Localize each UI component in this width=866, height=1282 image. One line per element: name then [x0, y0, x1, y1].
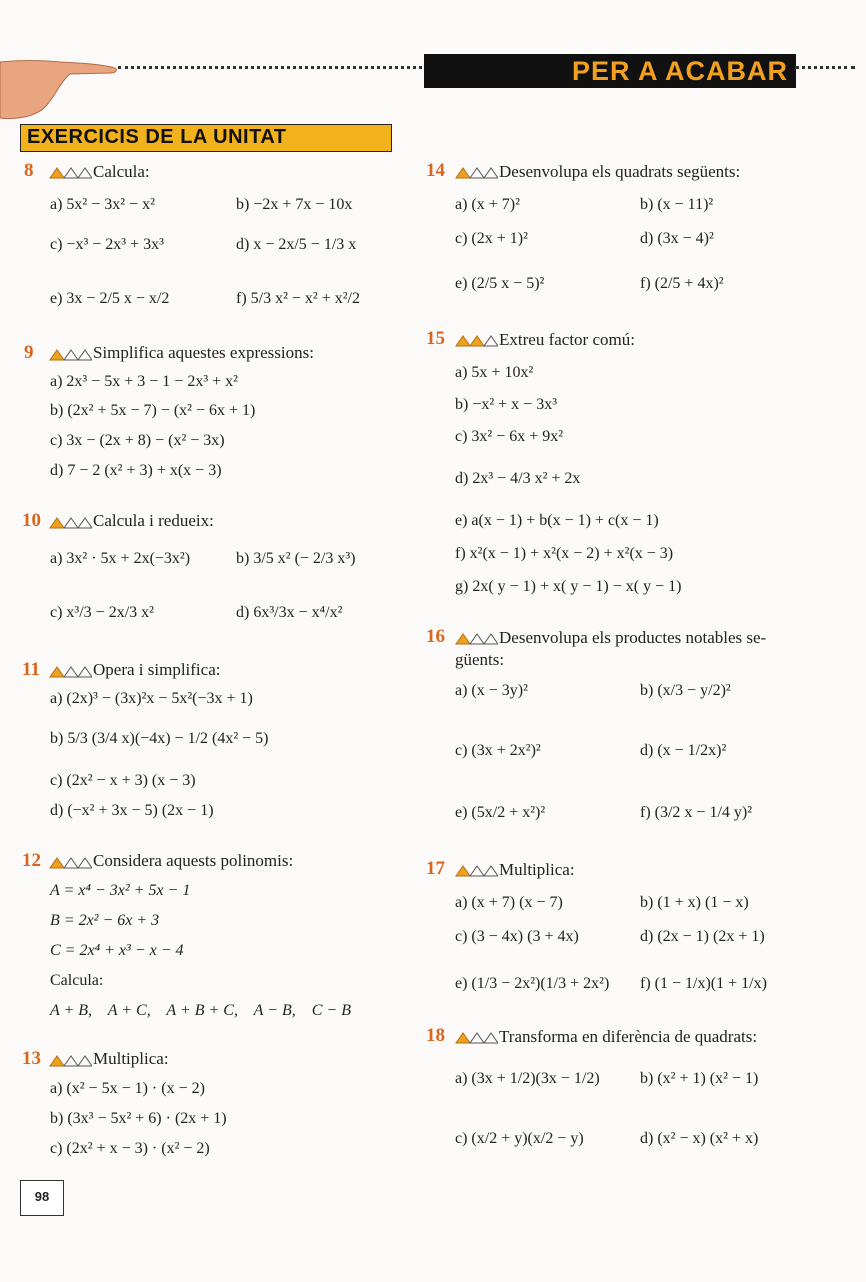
- exercise-number: 18: [426, 1025, 445, 1046]
- exercise-number: 9: [24, 342, 34, 363]
- item: d) (x − 1/2x)²: [640, 742, 727, 759]
- item: c) (3x + 2x²)²: [455, 742, 541, 759]
- item: b) (x/3 − y/2)²: [640, 682, 731, 699]
- exercise-number: 13: [22, 1048, 41, 1069]
- exercise-heading: Extreu factor comú:: [499, 330, 635, 349]
- item: a) (2x)³ − (3x)²x − 5x²(−3x + 1): [50, 690, 253, 707]
- item: c) (x/2 + y)(x/2 − y): [455, 1130, 584, 1147]
- exercise-heading: Opera i simplifica:: [93, 660, 221, 679]
- difficulty-icon: [48, 856, 92, 870]
- difficulty-icon: [48, 1054, 92, 1068]
- exercise-heading: Simplifica aquestes expressions:: [93, 343, 314, 362]
- item: a) 2x³ − 5x + 3 − 1 − 2x³ + x²: [50, 373, 238, 390]
- item: d) (x² − x) (x² + x): [640, 1130, 759, 1147]
- exercise-number: 17: [426, 858, 445, 879]
- exercise-number: 11: [22, 659, 40, 680]
- item: a) (x − 3y)²: [455, 682, 528, 699]
- item: Calcula:: [50, 972, 104, 989]
- section-title: EXERCICIS DE LA UNITAT: [27, 126, 287, 148]
- item: f) (1 − 1/x)(1 + 1/x): [640, 975, 767, 992]
- item: d) 6x³/3x − x⁴/x²: [236, 604, 343, 621]
- difficulty-icon: [454, 166, 498, 180]
- item: d) 7 − 2 (x² + 3) + x(x − 3): [50, 462, 222, 479]
- item: e) (5x/2 + x²)²: [455, 804, 546, 821]
- item: d) (2x − 1) (2x + 1): [640, 928, 765, 945]
- dotted-leader: [118, 66, 428, 69]
- difficulty-icon: [48, 665, 92, 679]
- exercise-heading: Multiplica:: [93, 1049, 169, 1068]
- difficulty-icon: [454, 864, 498, 878]
- exercise-heading: Transforma en diferència de quadrats:: [499, 1027, 758, 1046]
- difficulty-icon: [454, 632, 498, 646]
- item: e) 3x − 2/5 x − x/2: [50, 290, 170, 307]
- item: g) 2x( y − 1) + x( y − 1) − x( y − 1): [455, 578, 682, 595]
- exercise-number: 8: [24, 160, 34, 181]
- item: b) 3/5 x² (− 2/3 x³): [236, 550, 356, 567]
- exercise-number: 12: [22, 850, 41, 871]
- item: b) 5/3 (3/4 x)(−4x) − 1/2 (4x² − 5): [50, 730, 269, 747]
- exercise-heading: Desenvolupa els productes notables se-: [499, 628, 767, 647]
- item: d) x − 2x/5 − 1/3 x: [236, 236, 357, 253]
- difficulty-icon: [48, 166, 92, 180]
- exercise-heading-continued: güents:: [455, 650, 505, 669]
- item: a) 5x + 10x²: [455, 364, 534, 381]
- header-title: PER A ACABAR: [571, 56, 788, 86]
- item: a) (x² − 5x − 1) · (x − 2): [50, 1080, 205, 1097]
- item: c) (2x² − x + 3) (x − 3): [50, 772, 196, 789]
- section-bar: [20, 124, 392, 152]
- item: b) −2x + 7x − 10x: [236, 196, 353, 213]
- exercise-number: 16: [426, 626, 445, 647]
- item: a) 5x² − 3x² − x²: [50, 196, 155, 213]
- exercise-heading: Calcula i redueix:: [93, 511, 214, 530]
- item: a) (3x + 1/2)(3x − 1/2): [455, 1070, 600, 1087]
- item: e) a(x − 1) + b(x − 1) + c(x − 1): [455, 512, 659, 529]
- page-number: 98: [34, 1189, 50, 1204]
- item: c) 3x − (2x + 8) − (x² − 3x): [50, 432, 225, 449]
- item: b) (x − 11)²: [640, 196, 714, 213]
- exercise-heading: Considera aquests polinomis:: [93, 851, 294, 870]
- item: a) 3x² · 5x + 2x(−3x²): [50, 550, 191, 567]
- exercise-number: 14: [426, 160, 445, 181]
- item: a) (x + 7) (x − 7): [455, 894, 563, 911]
- exercise-heading: Multiplica:: [499, 860, 575, 879]
- item: d) 2x³ − 4/3 x² + 2x: [455, 470, 581, 487]
- item: b) (x² + 1) (x² − 1): [640, 1070, 759, 1087]
- item: b) (1 + x) (1 − x): [640, 894, 749, 911]
- item: A = x⁴ − 3x² + 5x − 1: [50, 882, 191, 899]
- exercise-number: 15: [426, 328, 445, 349]
- item: b) −x² + x − 3x³: [455, 396, 557, 413]
- difficulty-icon: [454, 334, 498, 348]
- item: c) x³/3 − 2x/3 x²: [50, 604, 154, 621]
- item: c) (2x² + x − 3) · (x² − 2): [50, 1140, 210, 1157]
- item: e) (1/3 − 2x²)(1/3 + 2x²): [455, 975, 610, 992]
- difficulty-icon: [48, 348, 92, 362]
- difficulty-icon: [454, 1031, 498, 1045]
- item: c) 3x² − 6x + 9x²: [455, 428, 564, 445]
- item: f) 5/3 x² − x² + x²/2: [236, 290, 360, 307]
- dotted-leader-right: [795, 66, 855, 69]
- item: f) (2/5 + 4x)²: [640, 275, 724, 292]
- item: B = 2x² − 6x + 3: [50, 912, 160, 929]
- page-number-box: [20, 1180, 64, 1216]
- item: b) (2x² + 5x − 7) − (x² − 6x + 1): [50, 402, 256, 419]
- item: e) (2/5 x − 5)²: [455, 275, 545, 292]
- item: f) (3/2 x − 1/4 y)²: [640, 804, 753, 821]
- item: c) −x³ − 2x³ + 3x³: [50, 236, 164, 253]
- difficulty-icon: [48, 516, 92, 530]
- item: c) (2x + 1)²: [455, 230, 528, 247]
- pointing-hand-image: [0, 52, 120, 122]
- item: C = 2x⁴ + x³ − x − 4: [50, 942, 184, 959]
- item: A + B, A + C, A + B + C, A − B, C − B: [50, 1002, 351, 1019]
- exercise-heading: Calcula:: [93, 162, 150, 181]
- item: f) x²(x − 1) + x²(x − 2) + x²(x − 3): [455, 545, 674, 562]
- item: b) (3x³ − 5x² + 6) · (2x + 1): [50, 1110, 227, 1127]
- item: d) (−x² + 3x − 5) (2x − 1): [50, 802, 214, 819]
- item: d) (3x − 4)²: [640, 230, 714, 247]
- item: a) (x + 7)²: [455, 196, 520, 213]
- exercise-heading: Desenvolupa els quadrats següents:: [499, 162, 741, 181]
- item: c) (3 − 4x) (3 + 4x): [455, 928, 579, 945]
- header-banner: [424, 54, 796, 88]
- exercise-number: 10: [22, 510, 41, 531]
